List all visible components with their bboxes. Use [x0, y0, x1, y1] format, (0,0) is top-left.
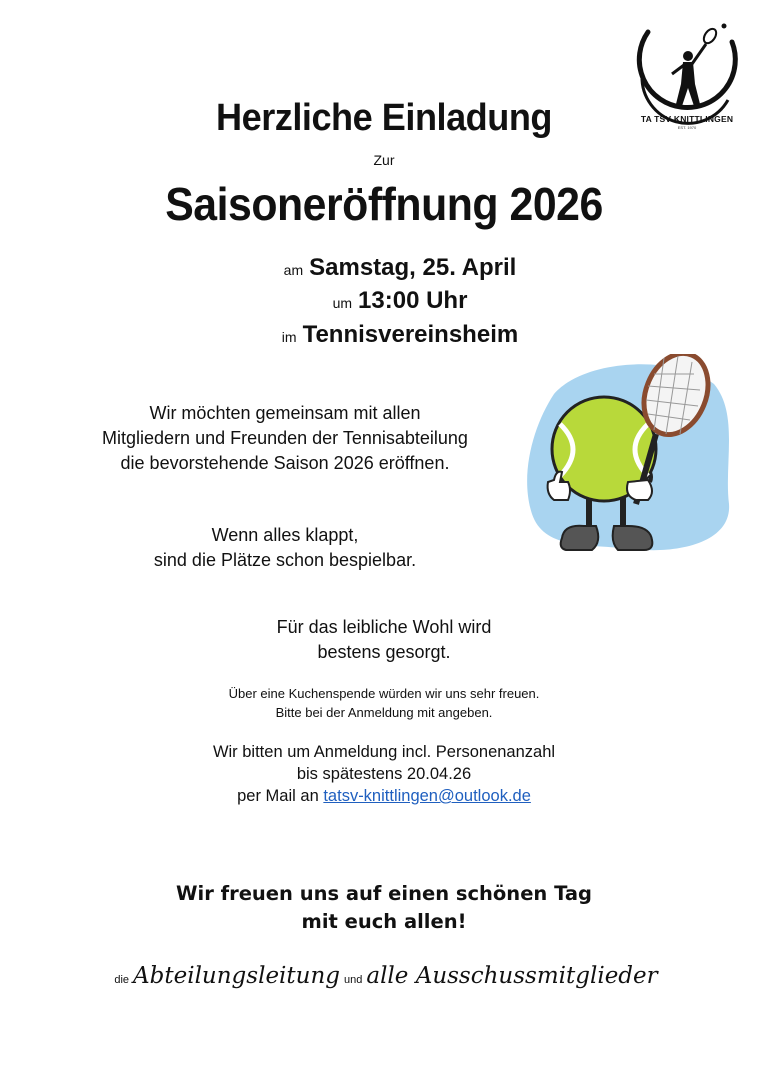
cake-paragraph — [0, 684, 768, 722]
food-line: Für das leibliche Wohl wird — [276, 617, 492, 637]
event-place: Tennisvereinsheim — [302, 321, 519, 348]
event-date-line — [150, 254, 650, 282]
intro-line: Wir möchten gemeinsam mit allen — [149, 403, 421, 423]
intro-paragraph — [60, 401, 510, 476]
registration-paragraph — [0, 741, 768, 807]
cake-line: Über eine Kuchenspende würden wir uns sehr freuen. — [228, 686, 540, 701]
courts-line: sind die Plätze schon bespielbar. — [153, 550, 417, 570]
invitation-title: Herzliche Einladung — [215, 97, 552, 139]
signature-mid: und — [344, 974, 363, 986]
event-time: 13:00 Uhr — [358, 287, 468, 314]
signature-pre: die — [114, 974, 130, 986]
intro-line: die bevorstehende Saison 2026 eröffnen. — [120, 453, 450, 473]
closing-message — [0, 880, 768, 936]
signature — [0, 963, 768, 989]
logo-subtext: EST. 1970 — [677, 125, 697, 130]
registration-line: Wir bitten um Anmeldung incl. Personenanzahl — [212, 743, 556, 761]
registration-deadline: bis spätestens 20.04.26 — [296, 765, 472, 783]
event-place-line — [150, 321, 650, 349]
email-link[interactable]: tatsv-knittlingen@outlook.de — [323, 787, 531, 805]
logo-text: TA TSV KNITTLINGEN — [640, 114, 734, 124]
signature-part2: alle Ausschussmitglieder — [366, 963, 658, 989]
closing-line: Wir freuen uns auf einen schönen Tag — [176, 882, 592, 905]
date-prefix: am — [283, 262, 304, 278]
tennis-ball-mascot-illustration — [524, 354, 734, 564]
event-time-line — [150, 287, 650, 315]
food-line: bestens gesorgt. — [317, 642, 451, 662]
cake-line: Bitte bei der Anmeldung mit angeben. — [275, 705, 493, 720]
event-date: Samstag, 25. April — [309, 254, 517, 281]
courts-line: Wenn alles klappt, — [211, 525, 359, 545]
closing-line: mit euch allen! — [301, 910, 467, 933]
event-heading: Saisoneröffnung 2026 — [165, 178, 603, 230]
food-paragraph — [0, 615, 768, 665]
place-prefix: im — [281, 329, 297, 345]
courts-paragraph — [60, 523, 510, 573]
time-prefix: um — [332, 295, 353, 311]
mail-prefix: per Mail an — [237, 787, 319, 805]
zur-label: Zur — [373, 152, 395, 168]
intro-line: Mitgliedern und Freunden der Tennisabteilung — [102, 428, 468, 448]
registration-mail-line — [0, 785, 768, 807]
signature-part1: Abteilungsleitung — [133, 963, 340, 989]
